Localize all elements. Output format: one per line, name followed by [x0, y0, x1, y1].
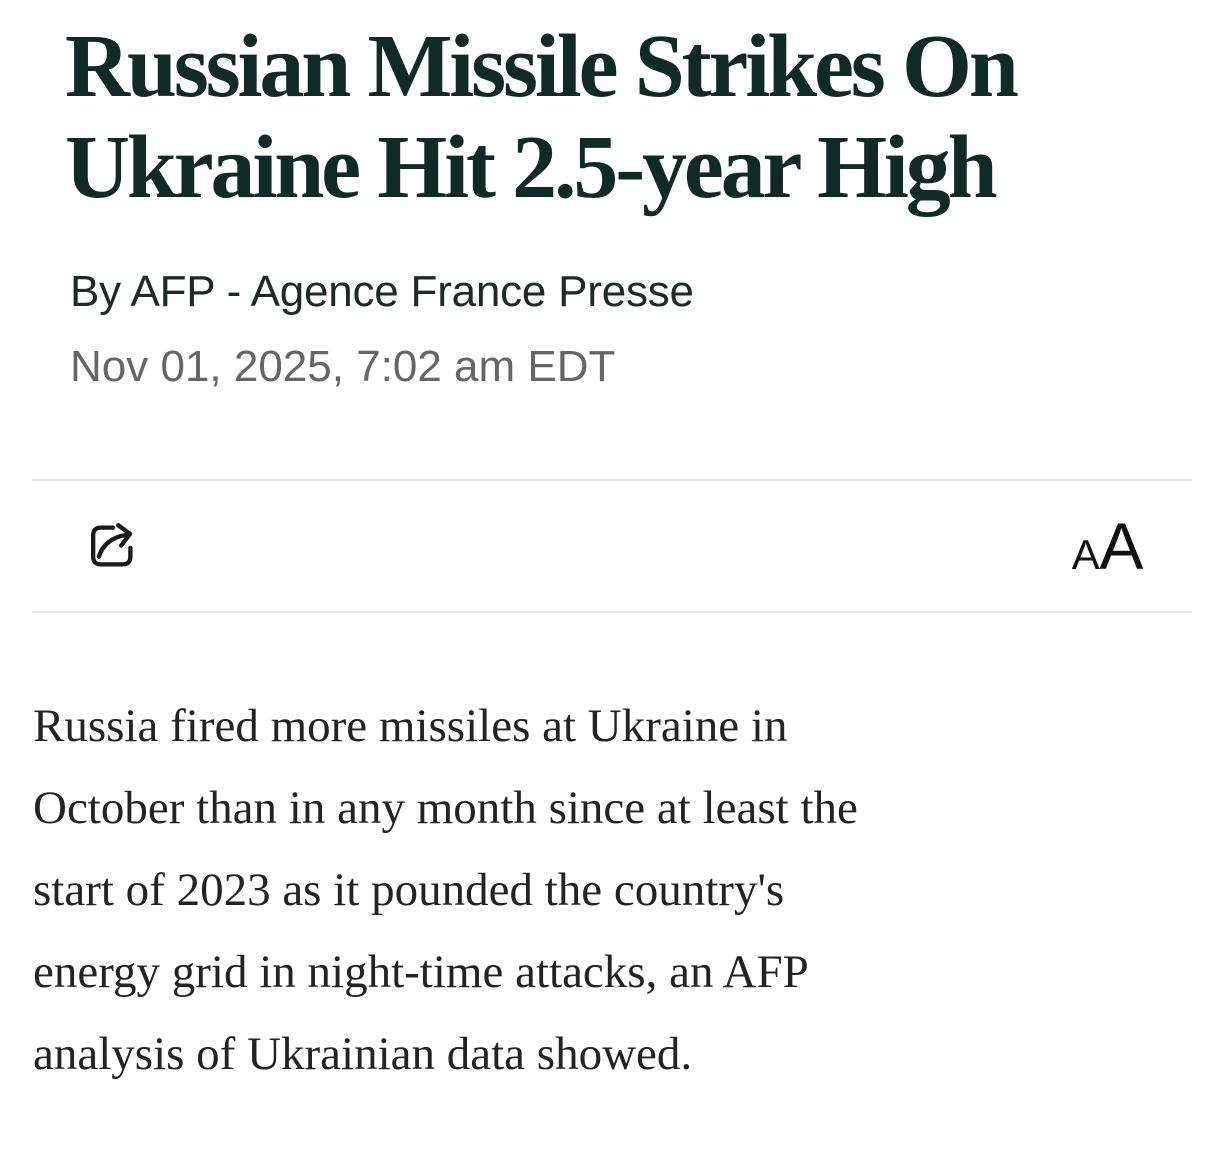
body-line: Russia fired more missiles at Ukraine in — [33, 700, 788, 752]
text-size-small-letter: A — [1071, 531, 1100, 578]
body-line: start of 2023 as it pounded the country's — [33, 864, 785, 916]
byline: By AFP - Agence France Presse — [70, 267, 694, 316]
article-body — [33, 685, 1190, 1095]
text-size-icon — [1071, 509, 1143, 583]
body-line: analysis of Ukrainian data showed. — [33, 1028, 693, 1080]
timestamp: Nov 01, 2025, 7:02 am EDT — [70, 342, 616, 391]
text-size-button[interactable] — [1071, 509, 1143, 583]
text-size-large-letter: A — [1099, 509, 1143, 583]
body-line: October than in any month since at least the — [33, 782, 858, 834]
article-toolbar — [0, 481, 1220, 611]
body-line: energy grid in night-time attacks, an AFP — [33, 946, 809, 998]
share-export-icon — [83, 517, 141, 575]
headline-line-1: Russian Missile Strikes On — [65, 17, 1016, 116]
article-headline — [0, 0, 1220, 218]
headline-line-2: Ukraine Hit 2.5-year High — [65, 118, 995, 217]
divider-bottom — [32, 611, 1192, 613]
share-button[interactable] — [83, 517, 141, 575]
